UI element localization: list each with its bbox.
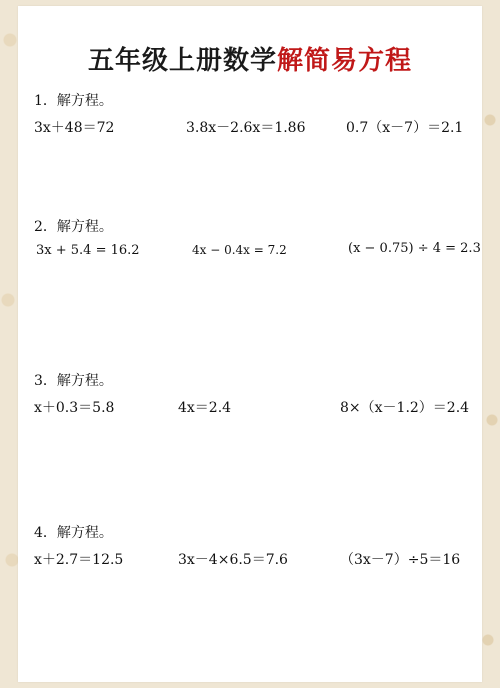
section-1-equation-1: 3x＋48＝72 — [34, 120, 115, 136]
title-topic-part: 解简易方程 — [277, 46, 413, 76]
section-3-label: 3．解方程。 — [34, 373, 113, 389]
section-2-label: 2．解方程。 — [34, 219, 113, 235]
section-4-equation-3: （3x－7）÷5＝16 — [340, 552, 461, 568]
title-grade-part: 五年级上册数学 — [87, 46, 277, 76]
section-2-equation-1: 3x + 5.4 = 16.2 — [36, 243, 140, 258]
section-4-equation-2: 3x－4×6.5＝7.6 — [178, 552, 288, 568]
section-1-equation-3: 0.7（x－7）＝2.1 — [346, 120, 464, 136]
section-3-equation-3: 8×（x－1.2）＝2.4 — [340, 400, 470, 416]
section-2-equation-2: 4x − 0.4x = 7.2 — [192, 243, 287, 257]
section-3-equation-1: x＋0.3＝5.8 — [34, 400, 115, 416]
section-3-equation-2: 4x＝2.4 — [178, 400, 232, 416]
section-1-label: 1．解方程。 — [34, 93, 113, 109]
page-title — [0, 40, 500, 77]
section-1-equation-2: 3.8x－2.6x＝1.86 — [186, 120, 306, 136]
section-2-equation-3: (x − 0.75) ÷ 4 = 2.3 — [348, 241, 481, 256]
section-4-equation-1: x＋2.7＝12.5 — [34, 552, 124, 568]
section-4-label: 4．解方程。 — [34, 525, 113, 541]
